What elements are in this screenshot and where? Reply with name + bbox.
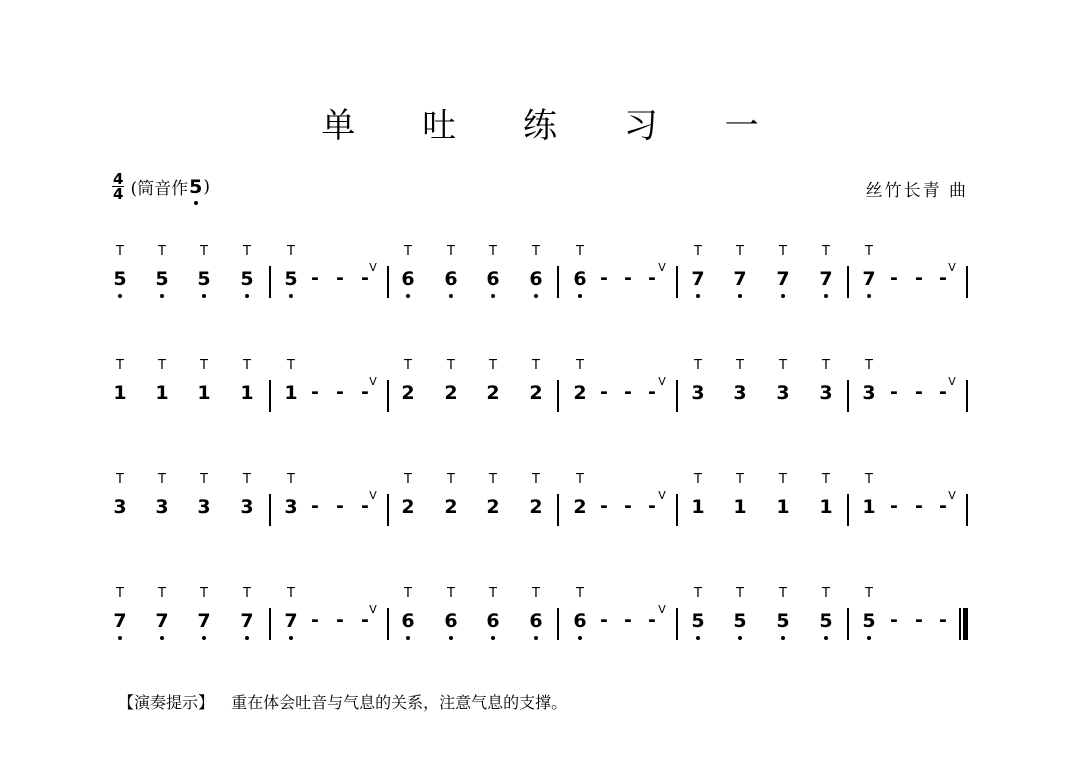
time-signature-denominator: 4 — [113, 185, 124, 203]
tongue-mark: T — [532, 244, 540, 259]
low-octave-dot — [245, 636, 249, 640]
extension-dash: - — [311, 609, 319, 631]
low-octave-dot — [491, 294, 495, 298]
extension-dash: - — [600, 495, 608, 517]
tongue-mark: T — [865, 472, 873, 487]
breath-mark: V — [369, 375, 377, 388]
tongue-mark: T — [200, 358, 208, 373]
extension-dash: - — [336, 381, 344, 403]
note-3: 3 — [776, 382, 790, 404]
bar-line — [676, 266, 678, 298]
extension-dash: - — [311, 267, 319, 289]
note-2: 2 — [529, 496, 543, 518]
low-octave-dot — [696, 636, 700, 640]
tongue-mark: T — [576, 358, 584, 373]
pitch-hint-note: 5 — [189, 175, 203, 198]
note-3: 3 — [284, 496, 298, 518]
bar-line — [557, 608, 559, 640]
note-7: 7 — [691, 268, 705, 290]
note-1: 1 — [284, 382, 298, 404]
tongue-mark: T — [532, 586, 540, 601]
note-2: 2 — [486, 382, 500, 404]
extension-dash: - — [890, 267, 898, 289]
tongue-mark: T — [779, 586, 787, 601]
tongue-mark: T — [116, 244, 124, 259]
tongue-mark: T — [822, 472, 830, 487]
note-7: 7 — [862, 268, 876, 290]
performance-hint-text: 重在体会吐音与气息的关系，注意气息的支撑。 — [231, 693, 568, 712]
tongue-mark: T — [489, 358, 497, 373]
tongue-mark: T — [287, 472, 295, 487]
extension-dash: - — [648, 495, 656, 517]
bar-line — [676, 608, 678, 640]
tongue-mark: T — [694, 586, 702, 601]
note-5: 5 — [819, 610, 833, 632]
breath-mark: V — [948, 375, 956, 388]
extension-dash: - — [648, 609, 656, 631]
final-bar-thick — [963, 608, 968, 640]
extension-dash: - — [648, 381, 656, 403]
tongue-mark: T — [736, 244, 744, 259]
low-octave-dot — [534, 636, 538, 640]
score-row — [0, 472, 1080, 552]
low-octave-dot — [738, 636, 742, 640]
breath-mark: V — [948, 261, 956, 274]
tongue-mark: T — [404, 244, 412, 259]
bar-line — [676, 494, 678, 526]
extension-dash: - — [336, 609, 344, 631]
performance-hint-label: 【演奏提示】 — [118, 693, 215, 712]
tongue-mark: T — [158, 586, 166, 601]
breath-mark: V — [658, 261, 666, 274]
note-3: 3 — [733, 382, 747, 404]
extension-dash: - — [600, 609, 608, 631]
bar-line — [847, 608, 849, 640]
note-1: 1 — [240, 382, 254, 404]
note-2: 2 — [401, 382, 415, 404]
note-5: 5 — [197, 268, 211, 290]
tongue-mark: T — [822, 358, 830, 373]
page-title: 单 吐 练 习 一 — [321, 106, 787, 146]
bar-line — [966, 380, 968, 412]
tongue-mark: T — [865, 244, 873, 259]
extension-dash: - — [915, 267, 923, 289]
extension-dash: - — [648, 267, 656, 289]
bar-line — [847, 380, 849, 412]
note-5: 5 — [240, 268, 254, 290]
note-6: 6 — [529, 268, 543, 290]
tongue-mark: T — [158, 244, 166, 259]
tongue-mark: T — [158, 472, 166, 487]
note-2: 2 — [444, 382, 458, 404]
final-bar-thin — [959, 608, 961, 640]
note-1: 1 — [733, 496, 747, 518]
note-3: 3 — [113, 496, 127, 518]
tongue-mark: T — [287, 358, 295, 373]
note-6: 6 — [573, 610, 587, 632]
tongue-mark: T — [116, 358, 124, 373]
tongue-mark: T — [489, 472, 497, 487]
extension-dash: - — [624, 381, 632, 403]
note-3: 3 — [862, 382, 876, 404]
low-octave-dot — [781, 636, 785, 640]
low-octave-dot — [289, 636, 293, 640]
note-7: 7 — [776, 268, 790, 290]
tongue-mark: T — [200, 586, 208, 601]
tongue-mark: T — [116, 586, 124, 601]
tongue-mark: T — [576, 586, 584, 601]
bar-line — [269, 608, 271, 640]
extension-dash: - — [890, 609, 898, 631]
low-octave-dot — [867, 294, 871, 298]
note-2: 2 — [573, 496, 587, 518]
note-2: 2 — [486, 496, 500, 518]
tongue-mark: T — [576, 244, 584, 259]
note-2: 2 — [529, 382, 543, 404]
bar-line — [387, 266, 389, 298]
extension-dash: - — [939, 495, 947, 517]
note-7: 7 — [819, 268, 833, 290]
low-octave-dot — [160, 636, 164, 640]
tongue-mark: T — [243, 358, 251, 373]
note-5: 5 — [155, 268, 169, 290]
tongue-mark: T — [243, 586, 251, 601]
note-6: 6 — [529, 610, 543, 632]
tongue-mark: T — [243, 472, 251, 487]
low-octave-dot — [289, 294, 293, 298]
note-1: 1 — [819, 496, 833, 518]
score-header-left — [112, 172, 210, 201]
extension-dash: - — [939, 609, 947, 631]
note-7: 7 — [284, 610, 298, 632]
tongue-mark: T — [447, 586, 455, 601]
bar-line — [847, 494, 849, 526]
tongue-mark: T — [200, 472, 208, 487]
breath-mark: V — [369, 261, 377, 274]
tongue-mark: T — [489, 244, 497, 259]
extension-dash: - — [624, 609, 632, 631]
tongue-mark: T — [447, 472, 455, 487]
breath-mark: V — [369, 603, 377, 616]
extension-dash: - — [361, 495, 369, 517]
tongue-mark: T — [736, 472, 744, 487]
tongue-mark: T — [287, 586, 295, 601]
time-signature-numerator: 4 — [113, 170, 124, 188]
extension-dash: - — [890, 495, 898, 517]
score-row — [0, 244, 1080, 324]
note-7: 7 — [155, 610, 169, 632]
note-5: 5 — [113, 268, 127, 290]
tongue-mark: T — [447, 244, 455, 259]
tongue-mark: T — [404, 472, 412, 487]
bar-line — [269, 494, 271, 526]
bar-line — [269, 380, 271, 412]
tongue-mark: T — [822, 244, 830, 259]
tongue-mark: T — [200, 244, 208, 259]
low-octave-dot — [534, 294, 538, 298]
bar-line — [269, 266, 271, 298]
bar-line — [557, 266, 559, 298]
note-1: 1 — [197, 382, 211, 404]
low-octave-dot — [578, 636, 582, 640]
low-octave-dot — [202, 294, 206, 298]
tongue-mark: T — [779, 244, 787, 259]
pitch-hint-close: ) — [203, 176, 210, 197]
low-octave-dot — [738, 294, 742, 298]
low-octave-dot — [449, 636, 453, 640]
note-1: 1 — [776, 496, 790, 518]
bar-line — [387, 494, 389, 526]
low-octave-dot — [160, 294, 164, 298]
tongue-mark: T — [694, 358, 702, 373]
time-signature — [112, 172, 124, 201]
note-7: 7 — [197, 610, 211, 632]
note-7: 7 — [113, 610, 127, 632]
note-2: 2 — [444, 496, 458, 518]
extension-dash: - — [624, 267, 632, 289]
note-2: 2 — [401, 496, 415, 518]
note-3: 3 — [240, 496, 254, 518]
extension-dash: - — [600, 381, 608, 403]
extension-dash: - — [311, 495, 319, 517]
bar-line — [966, 266, 968, 298]
note-3: 3 — [197, 496, 211, 518]
note-3: 3 — [155, 496, 169, 518]
tongue-mark: T — [865, 586, 873, 601]
tongue-mark: T — [736, 358, 744, 373]
low-octave-dot — [781, 294, 785, 298]
extension-dash: - — [600, 267, 608, 289]
tongue-mark: T — [489, 586, 497, 601]
extension-dash: - — [915, 495, 923, 517]
extension-dash: - — [939, 267, 947, 289]
low-octave-dot — [491, 636, 495, 640]
note-1: 1 — [862, 496, 876, 518]
bar-line — [387, 380, 389, 412]
extension-dash: - — [361, 609, 369, 631]
extension-dash: - — [311, 381, 319, 403]
extension-dash: - — [336, 495, 344, 517]
note-6: 6 — [444, 268, 458, 290]
tongue-mark: T — [779, 472, 787, 487]
extension-dash: - — [361, 381, 369, 403]
tongue-mark: T — [404, 586, 412, 601]
tongue-mark: T — [779, 358, 787, 373]
tongue-mark: T — [532, 358, 540, 373]
note-5: 5 — [284, 268, 298, 290]
tongue-mark: T — [736, 586, 744, 601]
note-5: 5 — [691, 610, 705, 632]
note-3: 3 — [819, 382, 833, 404]
low-octave-dot — [578, 294, 582, 298]
tongue-mark: T — [158, 358, 166, 373]
tongue-mark: T — [532, 472, 540, 487]
tongue-mark: T — [822, 586, 830, 601]
breath-mark: V — [948, 489, 956, 502]
tongue-mark: T — [694, 472, 702, 487]
breath-mark: V — [658, 603, 666, 616]
low-octave-dot — [824, 636, 828, 640]
tongue-mark: T — [865, 358, 873, 373]
extension-dash: - — [336, 267, 344, 289]
breath-mark: V — [658, 489, 666, 502]
note-6: 6 — [401, 610, 415, 632]
breath-mark: V — [658, 375, 666, 388]
extension-dash: - — [624, 495, 632, 517]
note-1: 1 — [113, 382, 127, 404]
low-octave-dot — [245, 294, 249, 298]
low-octave-dot — [406, 636, 410, 640]
note-1: 1 — [691, 496, 705, 518]
bar-line — [676, 380, 678, 412]
low-octave-dot — [449, 294, 453, 298]
tongue-mark: T — [404, 358, 412, 373]
low-octave-dot — [202, 636, 206, 640]
extension-dash: - — [939, 381, 947, 403]
low-octave-dot — [406, 294, 410, 298]
note-6: 6 — [486, 268, 500, 290]
score-row — [0, 586, 1080, 666]
note-7: 7 — [240, 610, 254, 632]
note-1: 1 — [155, 382, 169, 404]
tongue-mark: T — [287, 244, 295, 259]
note-5: 5 — [776, 610, 790, 632]
bar-line — [966, 494, 968, 526]
tongue-mark: T — [694, 244, 702, 259]
tongue-mark: T — [243, 244, 251, 259]
tongue-mark: T — [447, 358, 455, 373]
tongue-mark: T — [576, 472, 584, 487]
extension-dash: - — [915, 381, 923, 403]
note-7: 7 — [733, 268, 747, 290]
pitch-hint — [130, 174, 210, 199]
bar-line — [387, 608, 389, 640]
low-octave-dot — [824, 294, 828, 298]
note-2: 2 — [573, 382, 587, 404]
low-octave-dot — [696, 294, 700, 298]
low-octave-dot — [118, 636, 122, 640]
low-octave-dot — [118, 294, 122, 298]
bar-line — [557, 494, 559, 526]
tongue-mark: T — [116, 472, 124, 487]
bar-line — [847, 266, 849, 298]
breath-mark: V — [369, 489, 377, 502]
note-5: 5 — [733, 610, 747, 632]
pitch-hint-open: (筒音作 — [130, 179, 189, 199]
note-6: 6 — [401, 268, 415, 290]
note-5: 5 — [862, 610, 876, 632]
score-row — [0, 358, 1080, 438]
note-6: 6 — [486, 610, 500, 632]
composer-credit: 丝竹长青 曲 — [865, 181, 968, 201]
note-6: 6 — [573, 268, 587, 290]
note-3: 3 — [691, 382, 705, 404]
low-octave-dot — [867, 636, 871, 640]
extension-dash: - — [361, 267, 369, 289]
performance-hint — [118, 690, 567, 713]
extension-dash: - — [890, 381, 898, 403]
extension-dash: - — [915, 609, 923, 631]
bar-line — [557, 380, 559, 412]
note-6: 6 — [444, 610, 458, 632]
